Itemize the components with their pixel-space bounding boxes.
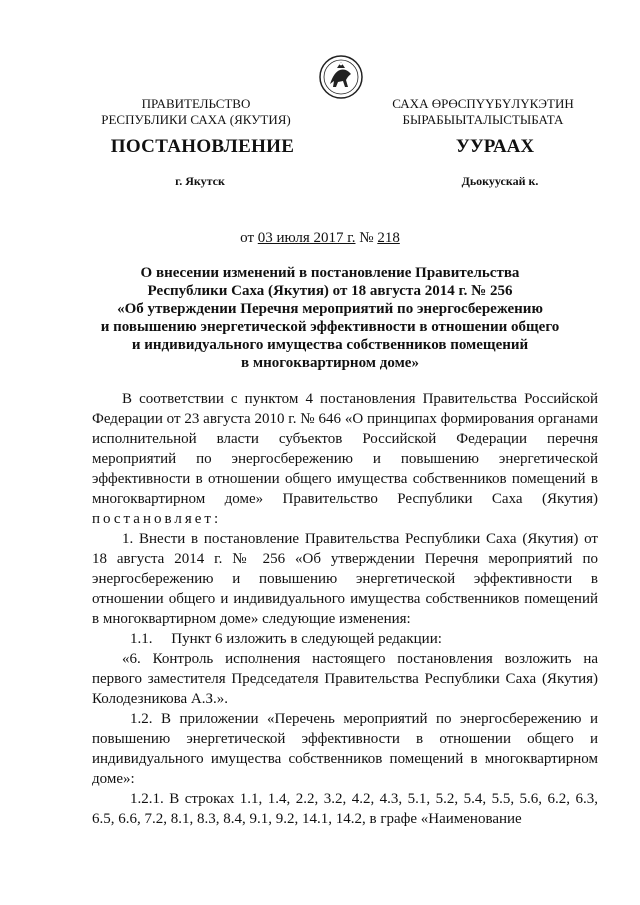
body-paragraph: 1.2. В приложении «Перечень мероприятий по энергосбережению и повышению энергетической эффективности в отношении общего и индивидуального имущества собственников помещений в многоквартирном доме»: xyxy=(92,711,598,787)
preamble-text: В соответствии с пунктом 4 постановления Правительства Российской Федерации от 23 августа 2010 г. № 646 «О принципах формирования органами исполнительной власти субъектов Российской Федерации перечня мероприятий по энергосбережению и повышению энергетической эффективности в отношении общего имущества собственников помещений в многоквартирном доме» Правительство Республики Саха (Якутия) xyxy=(92,391,598,507)
body-paragraph xyxy=(92,389,598,529)
government-name-ru xyxy=(96,96,296,128)
document-type-sah: УУРААХ xyxy=(455,136,535,157)
government-name-sah-line1: САХА ӨРӨСПҮҮБҮЛҮКЭТИН xyxy=(392,96,574,111)
body-paragraph: 1.1. Пункт 6 изложить в следующей редакции: xyxy=(130,631,442,647)
document-date: 03 июля 2017 г. xyxy=(257,230,356,246)
body-paragraph: 1.2.1. В строках 1.1, 1.4, 2.2, 3.2, 4.2, 4.3, 5.1, 5.2, 5.4, 5.5, 5.6, 6.2, 6.3, 6.5, 6.6, 7.2, 8.1, 8.3, 8.4, 9.1, 9.2, 14.1, 14.2, в графе «Наименование xyxy=(92,791,598,827)
number-sign: № xyxy=(355,230,378,246)
heading-line: в многоквартирном доме» xyxy=(241,355,419,371)
coat-of-arms-icon xyxy=(318,54,364,100)
government-name-sah-line2: БЫРАБЫЫТАЛЫСТЫБАТА xyxy=(402,112,564,127)
body-paragraph: «6. Контроль исполнения настоящего постановления возложить на первого заместителя Председателя Правительства Республики Саха (Якутия) Колодезникова А.З.». xyxy=(92,651,598,707)
government-name-sah xyxy=(368,96,598,128)
document-heading xyxy=(80,264,580,372)
government-name-ru-line2: РЕСПУБЛИКИ САХА (ЯКУТИЯ) xyxy=(101,112,291,127)
heading-line: и индивидуального имущества собственников помещений xyxy=(131,337,529,353)
document-type-ru: ПОСТАНОВЛЕНИЕ xyxy=(110,136,295,157)
heading-line: и повышению энергетической эффективности в отношении общего xyxy=(100,319,560,335)
body-paragraph: 1. Внести в постановление Правительства Республики Саха (Якутия) от 18 августа 2014 г. № 256 «Об утверждении Перечня мероприятий по энергосбережению и повышению энергетической эффективности в отношении общего и индивидуального имущества собственников помещений в многоквартирном доме» следующие изменения: xyxy=(92,531,598,627)
document-number: 218 xyxy=(377,230,400,246)
city-ru: г. Якутск xyxy=(175,174,225,188)
date-prefix: от xyxy=(240,230,258,246)
document-body xyxy=(92,389,598,829)
government-name-ru-line1: ПРАВИТЕЛЬСТВО xyxy=(141,96,251,111)
city-sah: Дьокуускай к. xyxy=(461,174,539,188)
heading-line: Республики Саха (Якутия) от 18 августа 2014 г. № 256 xyxy=(147,283,513,299)
document-date-number xyxy=(0,230,640,247)
decree-keyword: постановляет: xyxy=(92,511,222,527)
heading-line: «Об утверждении Перечня мероприятий по энергосбережению xyxy=(117,301,543,317)
heading-line: О внесении изменений в постановление Правительства xyxy=(140,265,520,281)
